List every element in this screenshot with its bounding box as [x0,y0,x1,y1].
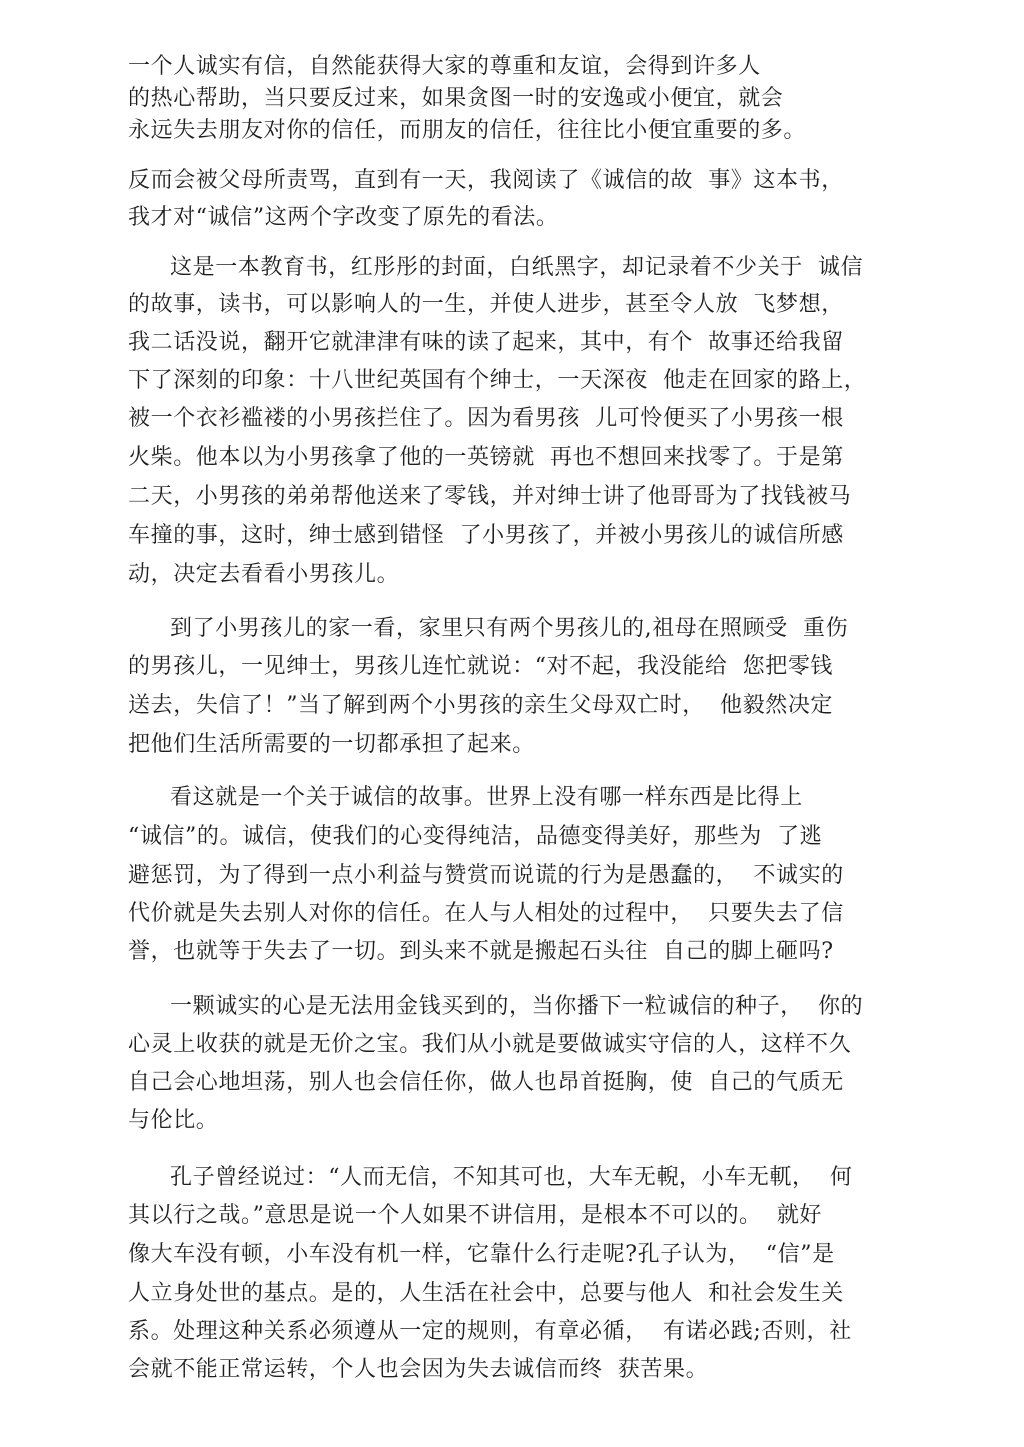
paragraph-1-line-1: 一个人诚实有信，自然能获得大家的尊重和友谊，会得到许多人 [128,54,761,79]
paragraph-5-line-1: 看这就是一个关于诚信的故事。世界上没有哪一样东西是比得上 [170,785,803,810]
paragraph-3-line-6: 火柴。他本以为小男孩拿了他的一英镑就 再也不想回来找零了。于是第 [128,445,844,470]
paragraph-7-line-4: 人立身处世的基点。是的，人生活在社会中，总要与他人 和社会发生关 [128,1281,844,1306]
paragraph-7-line-3: 像大车没有顿，小车没有机一样，它靠什么行走呢?孔子认为， “信”是 [128,1242,835,1267]
paragraph-7-line-1: 孔子曾经说过：“人而无信，不知其可也，大车无輗，小车无軏， 何 [170,1165,853,1190]
paragraph-4-line-4: 把他们生活所需要的一切都承担了起来。 [128,732,535,757]
paragraph-3-line-5: 被一个衣衫褴褛的小男孩拦住了。因为看男孩 儿可怜便买了小男孩一根 [128,406,844,431]
paragraph-3-line-1: 这是一本教育书，红彤彤的封面，白纸黑字，却记录着不少关于 诚信 [170,255,864,280]
paragraph-3-line-8: 车撞的事，这时，绅士感到错怪 了小男孩了，并被小男孩儿的诚信所感 [128,523,844,548]
paragraph-1-line-3: 永远失去朋友对你的信任，而朋友的信任，往往比小便宜重要的多。 [128,118,807,143]
paragraph-1-line-2: 的热心帮助，当只要反过来，如果贪图一时的安逸或小便宜，就会 [128,86,784,111]
paragraph-2-line-1: 反而会被父母所责骂，直到有一天，我阅读了《诚信的故 事》这本书， [128,168,844,193]
paragraph-4-line-1: 到了小男孩儿的家一看，家里只有两个男孩儿的,祖母在照顾受 重伤 [170,616,849,641]
paragraph-6-line-2: 心灵上收获的就是无价之宝。我们从小就是要做诚实守信的人，这样不久 [128,1032,852,1057]
paragraph-5-line-4: 代价就是失去别人对你的信任。在人与人相处的过程中， 只要失去了信 [128,901,844,926]
paragraph-2-line-2: 我才对“诚信”这两个字改变了原先的看法。 [128,205,559,230]
paragraph-7-line-6: 会就不能正常运转，个人也会因为失去诚信而终 获苦果。 [128,1357,709,1382]
paragraph-3-line-7: 二天，小男孩的弟弟帮他送来了零钱，并对绅士讲了他哥哥为了找钱被马 [128,484,852,509]
paragraph-5-line-5: 誉，也就等于失去了一切。到头来不就是搬起石头往 自己的脚上砸吗? [128,939,834,964]
paragraph-7-line-2: 其以行之哉。”意思是说一个人如果不讲信用，是根本不可以的。 就好 [128,1203,823,1228]
paragraph-5-line-2: “诚信”的。诚信，使我们的心变得纯洁，品德变得美好，那些为 了逃 [128,824,823,849]
paragraph-6-line-4: 与伦比。 [128,1108,219,1133]
paragraph-7-line-5: 系。处理这种关系必须遵从一定的规则，有章必循， 有诺必践;否则，社 [128,1319,852,1344]
paragraph-3-line-2: 的故事，读书，可以影响人的一生，并使人进步，甚至令人放 飞梦想， [128,292,844,317]
paragraph-3-line-4: 下了深刻的印象：十八世纪英国有个绅士，一天深夜 他走在回家的路上， [128,368,867,393]
paragraph-5-line-3: 避惩罚，为了得到一点小利益与赞赏而说谎的行为是愚蠢的， 不诚实的 [128,863,844,888]
paragraph-6-line-1: 一颗诚实的心是无法用金钱买到的，当你播下一粒诚信的种子， 你的 [170,994,864,1019]
paragraph-3-line-9: 动，决定去看看小男孩儿。 [128,562,400,587]
paragraph-4-line-2: 的男孩儿，一见绅士，男孩儿连忙就说：“对不起，我没能给 您把零钱 [128,654,834,679]
paragraph-4-line-3: 送去，失信了！”当了解到两个小男孩的亲生父母双亡时， 他毅然决定 [128,693,834,718]
paragraph-6-line-3: 自己会心地坦荡，别人也会信任你，做人也昂首挺胸，使 自己的气质无 [128,1070,844,1095]
paragraph-3-line-3: 我二话没说，翻开它就津津有味的读了起来，其中，有个 故事还给我留 [128,330,844,355]
